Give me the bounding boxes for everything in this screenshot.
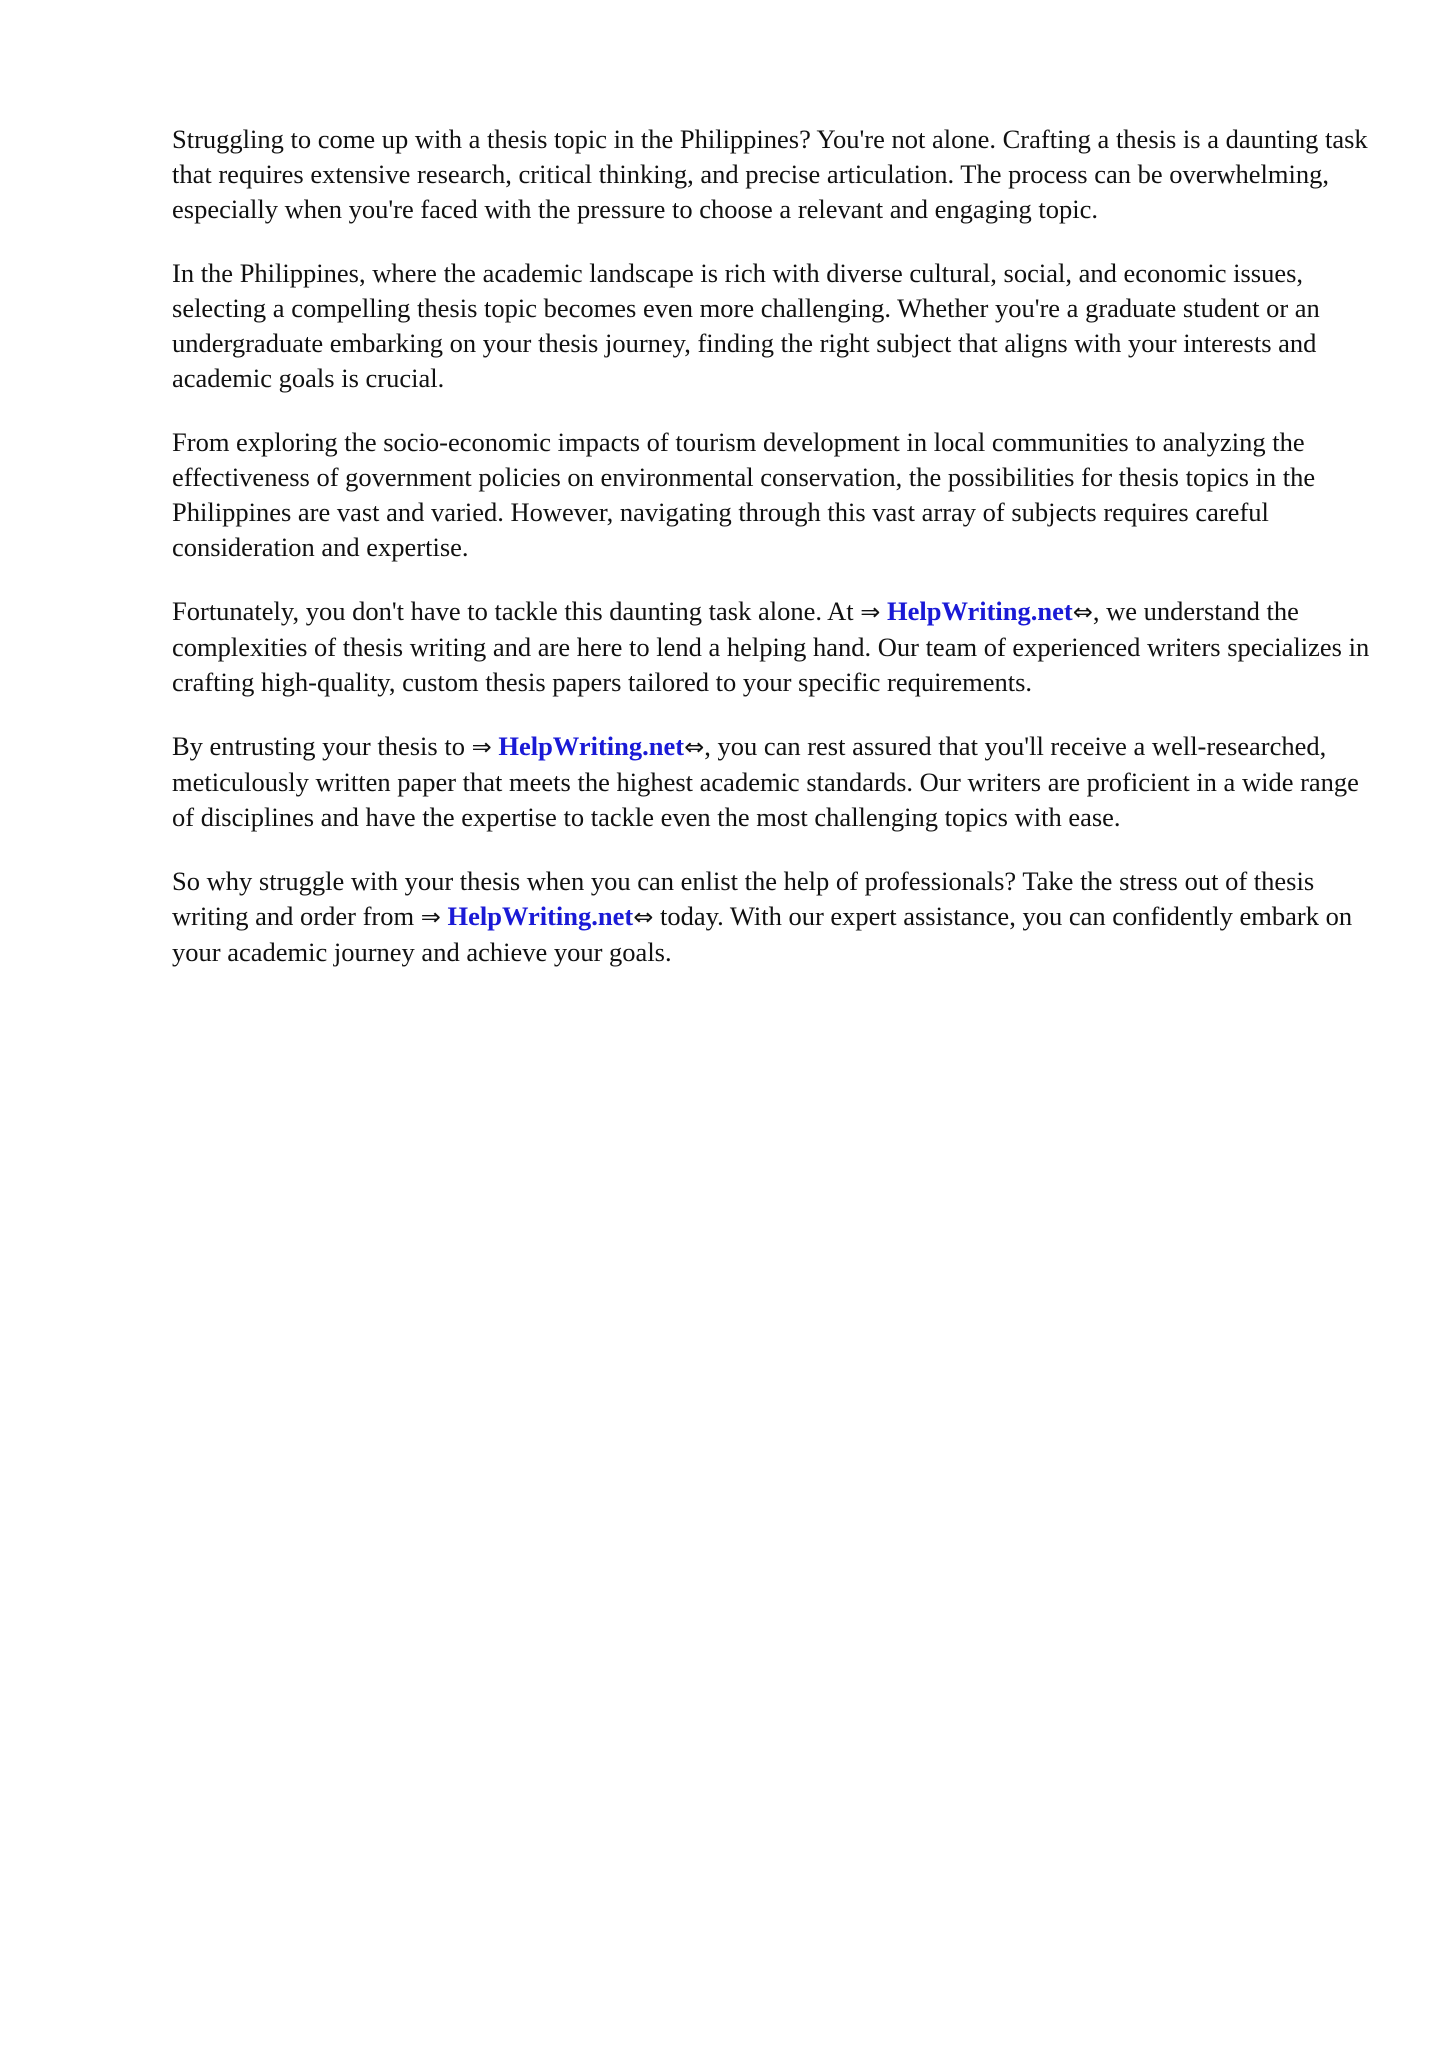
right-arrow-icon: ⇒: [471, 733, 492, 761]
double-arrow-icon: ⇔: [684, 733, 705, 761]
paragraph-text: , you can rest assured that you'll receive a well-researched, meticulously written paper that meets the highest academic standards. Our writers are proficient in a wide range of disciplines and have the expertise to tackle even the most challenging topics with ease.: [172, 731, 1359, 832]
right-arrow-icon: ⇒: [860, 598, 881, 626]
right-arrow-icon: ⇒: [420, 903, 441, 931]
paragraph-text: , we understand the complexities of thesis writing and are here to lend a helping hand. Our team of experienced writers specializes in crafting high-quality, custom thesis papers tailored to your specific requirements.: [172, 596, 1370, 697]
helpwriting-link[interactable]: HelpWriting.net: [447, 901, 634, 931]
paragraph-text: By entrusting your thesis to: [172, 731, 472, 761]
paragraph-entrust: [172, 729, 1372, 835]
double-arrow-icon: ⇔: [633, 903, 654, 931]
paragraph-text: Fortunately, you don't have to tackle this daunting task alone. At: [172, 596, 861, 626]
paragraph-text: So why struggle with your thesis when you can enlist the help of professionals? Take the stress out of thesis writing and order from: [172, 866, 1315, 931]
helpwriting-link[interactable]: HelpWriting.net: [886, 596, 1073, 626]
paragraph-intro: Struggling to come up with a thesis topic in the Philippines? You're not alone. Crafting a thesis is a daunting task that requires extensive research, critical thinking, and precise articulation. The process can be overwhelming, especially when you're faced with the pressure to choose a relevant and engaging topic.: [172, 124, 1368, 224]
paragraph-service-offer: [172, 594, 1372, 700]
paragraph-text: today. With our expert assistance, you can confidently embark on your academic journey and achieve your goals.: [172, 901, 1353, 967]
paragraph-philippines-context: In the Philippines, where the academic landscape is rich with diverse cultural, social, and economic issues, selecting a compelling thesis topic becomes even more challenging. Whether you're a graduate student or an undergraduate embarking on your thesis journey, finding the right subject that aligns with your interests and academic goals is crucial.: [172, 258, 1320, 393]
document-page: [172, 122, 1372, 999]
double-arrow-icon: ⇔: [1072, 598, 1093, 626]
paragraph-topic-possibilities: From exploring the socio-economic impacts of tourism development in local communities to analyzing the effectiveness of government policies on environmental conservation, the possibilities for thesis topics in the Philippines are vast and varied. However, navigating through this vast array of subjects requires careful consideration and expertise.: [172, 427, 1316, 562]
paragraph-call-to-action: [172, 864, 1372, 970]
helpwriting-link[interactable]: HelpWriting.net: [498, 731, 685, 761]
